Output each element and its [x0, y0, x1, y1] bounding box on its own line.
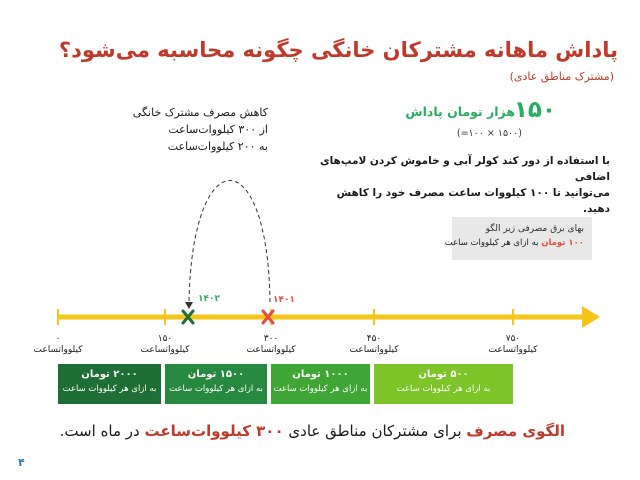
reduction-line: از ۳۰۰ کیلووات‌ساعت — [168, 123, 268, 136]
price-box-title: بهای برق مصرفی زیر الگو — [485, 224, 584, 234]
footer-text: برای مشترکان مناطق عادی — [283, 422, 467, 440]
page-subtitle: (مشترک مناطق عادی) — [509, 70, 614, 83]
page-title: پاداش ماهانه مشترکان خانگی چگونه محاسبه می‌شود؟ — [58, 38, 618, 62]
reduction-arc — [189, 181, 270, 303]
price-rate-value: ۱۰۰ تومان — [541, 238, 584, 248]
tick-unit: کیلوواتساعت — [488, 345, 538, 355]
tier-sub: به ازای هر کیلووات ساعت — [396, 384, 491, 394]
reward-label: هزار تومان پاداش — [405, 104, 515, 119]
tier-sub: به ازای هر کیلووات ساعت — [273, 384, 368, 394]
price-rate-text: به ازای هر کیلووات ساعت — [444, 238, 539, 248]
tick-value: ۱۵۰ — [157, 334, 173, 344]
reward-formula: (۱۵۰۰ × ۱۰۰=) — [456, 128, 522, 139]
page-number: ۴ — [18, 456, 25, 469]
tier-1000 — [271, 364, 370, 404]
footer-text: در ماه است. — [59, 422, 145, 440]
reduction-arrowhead — [185, 302, 193, 309]
tick-value: ۴۵۰ — [366, 334, 382, 344]
tier-2000 — [58, 364, 161, 404]
tick-label-450 — [334, 334, 414, 356]
reduction-line: کاهش مصرف مشترک خانگی — [132, 106, 268, 119]
footer-highlight: الگوی مصرف — [466, 422, 565, 440]
reward-amount: ۱۵۰ — [513, 97, 556, 123]
tier-amount: ۱۰۰۰ تومان — [292, 369, 349, 380]
tier-1500 — [165, 364, 267, 404]
footer-highlight: ۳۰۰ کیلووات‌ساعت — [144, 422, 284, 440]
tick-unit: کیلوواتساعت — [140, 345, 190, 355]
marker-1401-label: ۱۴۰۱ — [273, 295, 295, 305]
saving-tip-line: با استفاده از دور کند کولر آبی و خاموش کردن لامپ‌های اضافی — [319, 155, 610, 183]
tick-label-150 — [125, 334, 205, 356]
marker-1402-label: ۱۴۰۲ — [198, 294, 220, 304]
tier-sub: به ازای هر کیلووات ساعت — [62, 384, 157, 394]
reduction-line: به ۲۰۰ کیلووات‌ساعت — [167, 140, 268, 153]
tick-unit: کیلوواتساعت — [33, 345, 83, 355]
tier-amount: ۵۰۰ تومان — [418, 369, 469, 380]
tick-label-750 — [473, 334, 553, 356]
tier-amount: ۲۰۰۰ تومان — [81, 369, 138, 380]
tick-label-300 — [231, 334, 311, 356]
axis-arrowhead — [582, 306, 600, 328]
footer-note — [60, 422, 565, 440]
tick-unit: کیلوواتساعت — [349, 345, 399, 355]
tier-sub: به ازای هر کیلووات ساعت — [169, 384, 263, 394]
tick-value: ۷۵۰ — [505, 334, 521, 344]
tick-value: ۳۰۰ — [263, 334, 279, 344]
tick-unit: کیلوواتساعت — [246, 345, 296, 355]
saving-tip-line: می‌توانید تا ۱۰۰ کیلووات ساعت مصرف خود را کاهش دهید. — [336, 187, 610, 215]
tick-value: ۰ — [55, 334, 61, 344]
tick-label-0 — [18, 334, 98, 356]
tier-500 — [374, 364, 513, 404]
tier-amount: ۱۵۰۰ تومان — [187, 369, 245, 380]
